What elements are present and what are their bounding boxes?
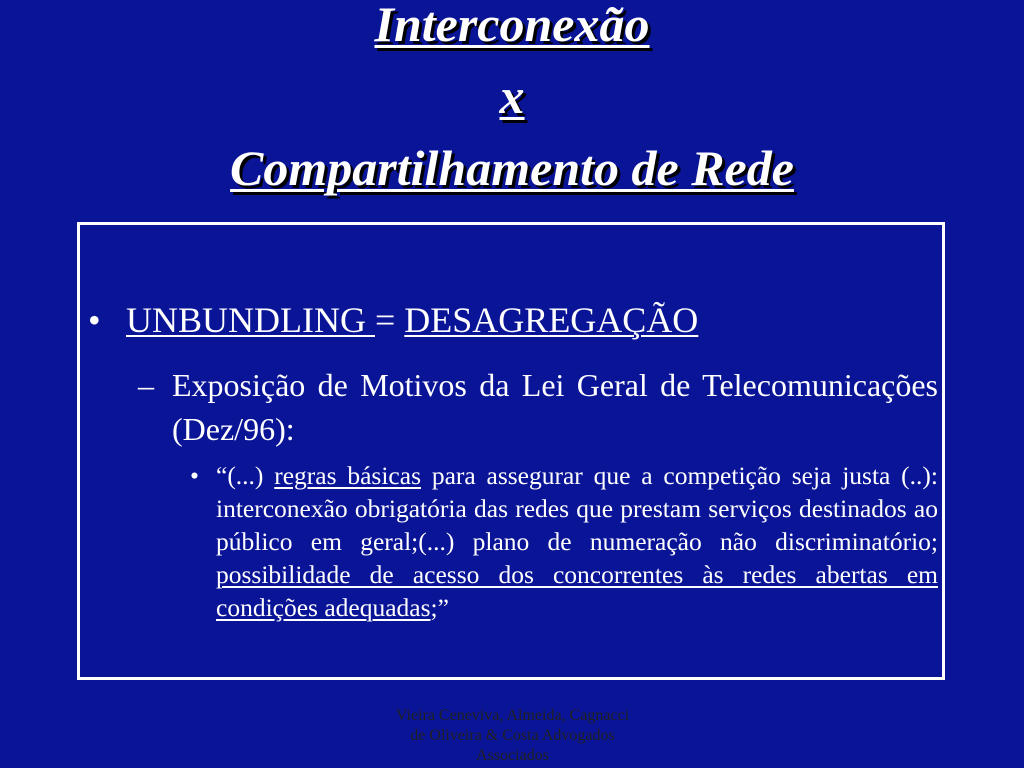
footer-line-2: de Oliveira & Costa Advogados [410, 727, 615, 744]
bullet-level-3 [190, 459, 938, 624]
footer-line-3: Associados [476, 747, 549, 764]
bullet-icon-small: • [190, 461, 199, 490]
quote-body: para assegurar que a competição seja justa (..): interconexão obrigatória das redes que prestam serviços destinados ao público em geral;(...) plano de numeração não discriminatório; [216, 461, 938, 556]
title-line-2: x [499, 68, 525, 124]
slide-title [0, 0, 1024, 204]
bullet-icon: • [88, 300, 101, 340]
desagregacao-term: DESAGREGAÇÃO [404, 300, 699, 340]
regras-basicas-link: regras básicas [274, 461, 421, 490]
title-line-3: Compartilhamento de Rede [230, 140, 794, 196]
quote-open: “(...) [216, 461, 275, 490]
bullet-level-1 [88, 298, 698, 342]
bullet-level-2 [138, 363, 938, 451]
quote-text [216, 459, 938, 624]
equals-sign: = [374, 300, 405, 340]
possibilidade-acesso-text: possibilidade de acesso dos concorrentes às redes abertas em condições adequadas [216, 560, 938, 622]
exposicao-text: Exposição de Motivos da Lei Geral de Telecomunicações (Dez/96): [172, 367, 938, 447]
unbundling-term: UNBUNDLING [126, 300, 375, 340]
title-line-1: Interconexão [374, 0, 650, 52]
quote-close: ;” [430, 593, 449, 622]
footer-credits [355, 706, 670, 768]
footer-line-1: Vieira Ceneviva, Almeida, Cagnacci [395, 707, 630, 724]
dash-icon: – [138, 367, 154, 403]
